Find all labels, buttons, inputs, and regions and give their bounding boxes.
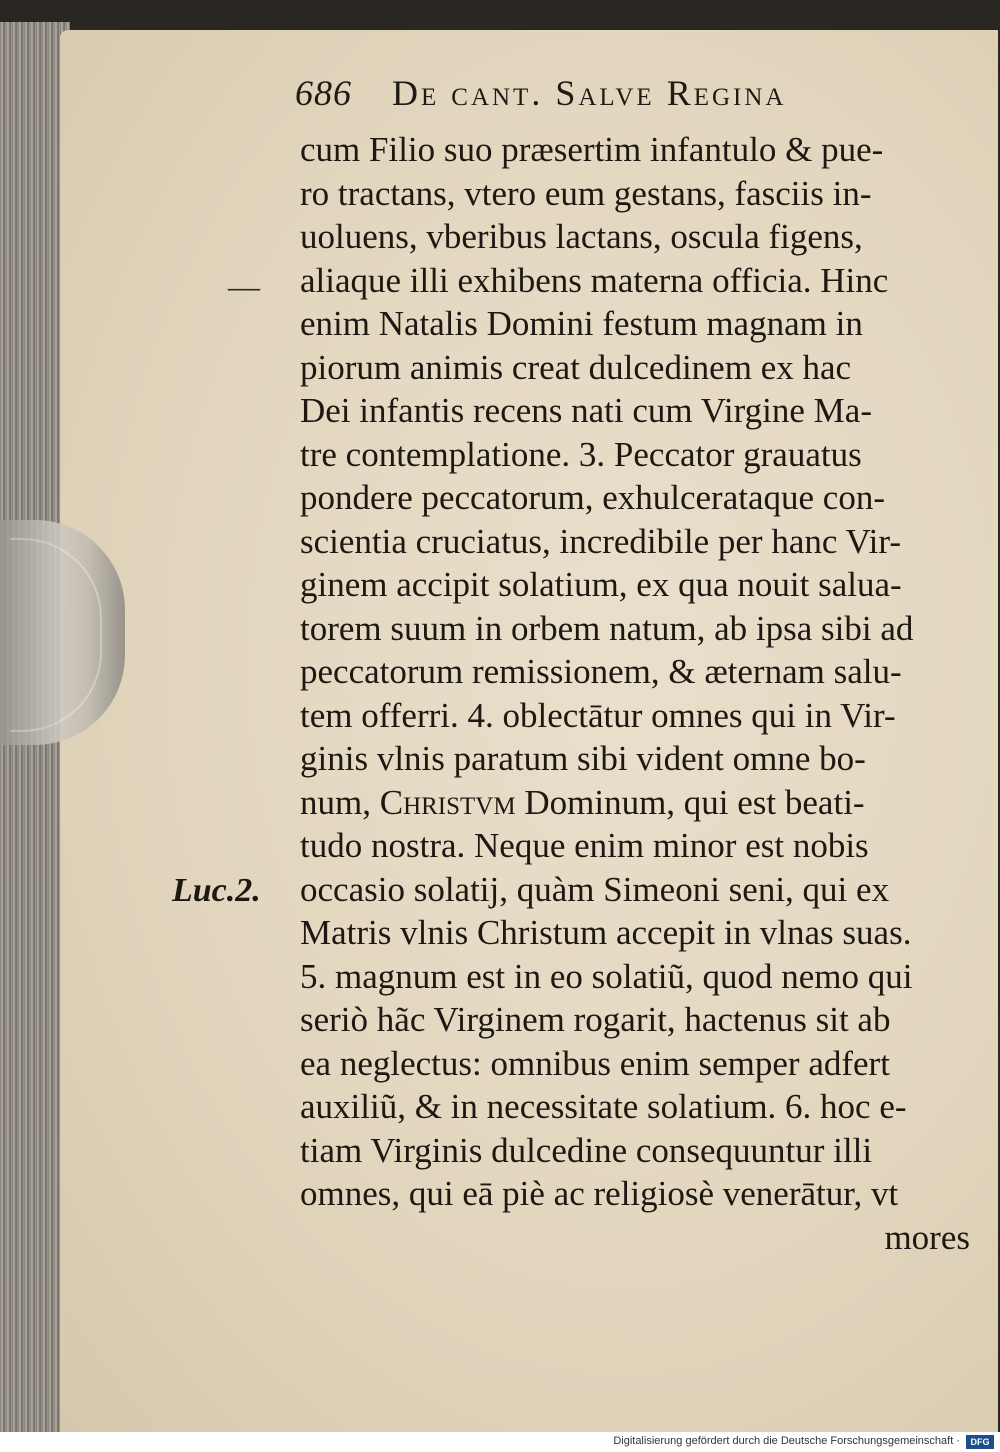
- text-line: ginem accipit solatium, ex qua nouit salua-: [300, 565, 902, 604]
- text-line: piorum animis creat dulcedinem ex hac: [300, 347, 852, 387]
- text-line: tudo nostra. Neque enim minor est nobis: [300, 826, 869, 865]
- footer-bar: [0, 1432, 1000, 1452]
- text-line: tre contemplatione. 3. Peccator grauatus: [300, 434, 862, 474]
- text-line: scientia cruciatus, incredibile per hanc Vir-: [300, 521, 902, 561]
- text-line: occasio solatij, quàm Simeoni seni, qui ex: [300, 869, 890, 909]
- text-line: Dei infantis recens nati cum Virgine Ma-: [300, 391, 872, 430]
- text-line: ea neglectus: omnibus enim semper adfert: [300, 1043, 890, 1083]
- text-line: aliaque illi exhibens materna officia. Hinc: [300, 260, 889, 300]
- line16-smallcaps: Christvm: [379, 782, 516, 822]
- text-line: cum Filio suo præsertim infantulo & pue-: [300, 130, 884, 169]
- dfg-logo: DFG: [966, 1435, 994, 1449]
- page-number: 686: [295, 73, 352, 113]
- text-line: enim Natalis Domini festum magnam in: [300, 304, 863, 343]
- text-line: 5. magnum est in eo solatiũ, quod nemo qui: [300, 956, 913, 996]
- funding-credit: Digitalisierung gefördert durch die Deutsche Forschungsgemeinschaft ·: [613, 1435, 960, 1447]
- text-line: omnes, qui eā piè ac religiosè venerātur, vt: [300, 1174, 899, 1213]
- text-line: Matris vlnis Christum accepit in vlnas suas.: [300, 913, 912, 952]
- text-line: uoluens, vberibus lactans, oscula figens,: [300, 217, 863, 256]
- text-line: peccatorum remissionem, & æternam salu-: [300, 652, 902, 691]
- margin-reference: Luc.2.: [172, 872, 261, 909]
- text-line: tiam Virginis dulcedine consequuntur illi: [300, 1130, 873, 1170]
- margin-dash: —: [228, 268, 260, 304]
- text-line: pondere peccatorum, exhulcerataque con-: [300, 478, 885, 517]
- body-text: [300, 128, 970, 1259]
- text-line: ginis vlnis paratum sibi vident omne bo-: [300, 739, 866, 778]
- text-line: ro tractans, vtero eum gestans, fasciis in-: [300, 173, 872, 213]
- line16-after: Dominum, qui est beati-: [515, 782, 865, 822]
- text-line: tem offerri. 4. oblectātur omnes qui in Vir-: [300, 695, 896, 735]
- line16-before: num,: [300, 782, 380, 822]
- running-head: [295, 72, 895, 120]
- text-line: torem suum in orbem natum, ab ipsa sibi ad: [300, 608, 914, 648]
- text-line: seriò hãc Virginem rogarit, hactenus sit ab: [300, 1000, 891, 1039]
- running-title: De cant. Salve Regina: [392, 73, 787, 113]
- text-line-christum: [300, 781, 970, 825]
- catchword: mores: [884, 1217, 970, 1257]
- text-line: auxiliũ, & in necessitate solatium. 6. hoc e-: [300, 1087, 907, 1126]
